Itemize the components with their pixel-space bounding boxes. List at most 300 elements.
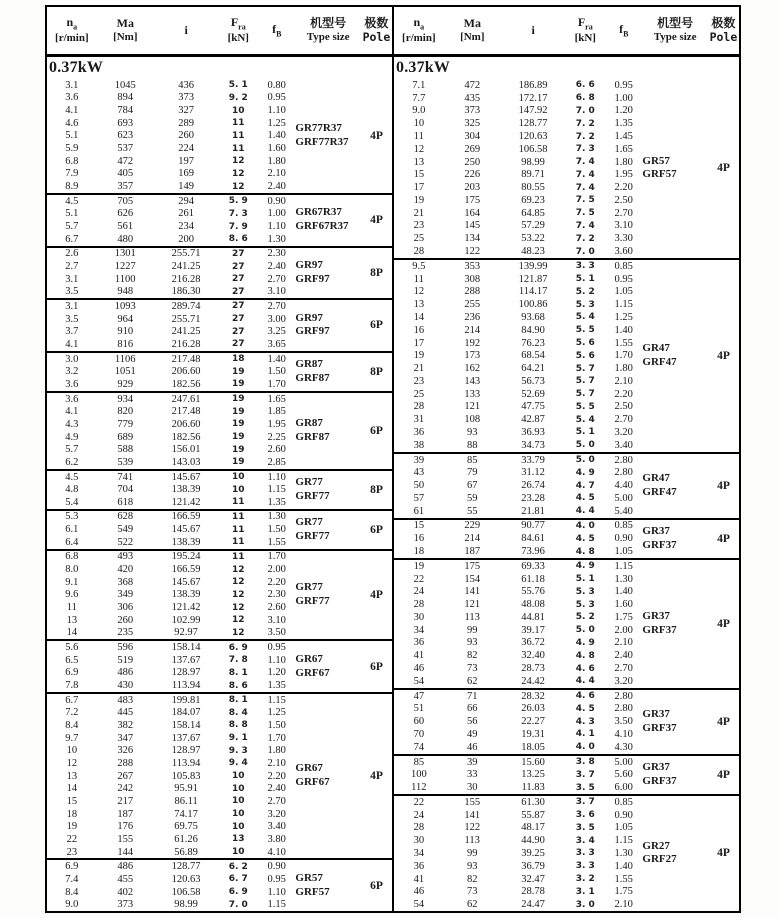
- cell-i: 92.97: [174, 627, 198, 639]
- cell-fb: 2.20: [267, 576, 286, 588]
- type-size-label: [642, 454, 708, 518]
- cell-na: 11: [413, 273, 424, 285]
- table-row: [47, 483, 295, 496]
- cell-na: 6.9: [65, 861, 79, 873]
- motor-group: [394, 79, 739, 260]
- cell-na: 5.1: [65, 130, 79, 142]
- cell-fb: 1.70: [267, 551, 286, 563]
- cell-i: 105.83: [171, 770, 201, 782]
- cell-i: 217.48: [171, 353, 201, 365]
- cell-na: 112: [411, 782, 427, 794]
- table-row: [394, 611, 642, 624]
- cell-na: 36: [413, 426, 425, 438]
- cell-i: 436: [178, 79, 194, 91]
- table-row: [47, 511, 295, 524]
- cell-i: 166.59: [171, 564, 201, 576]
- cell-fb: 1.05: [614, 822, 633, 834]
- cell-i: 206.60: [171, 418, 201, 430]
- cell-na: 30: [413, 835, 425, 847]
- cell-fra: 4. 4: [575, 676, 595, 687]
- cell-fra: 6. 7: [228, 874, 248, 885]
- group-rows: [47, 79, 295, 193]
- cell-fb: 2.00: [614, 624, 633, 636]
- right-column-groups: [394, 79, 739, 911]
- cell-ma: 49: [466, 728, 478, 740]
- cell-fb: 3.20: [614, 426, 633, 438]
- cell-fra: 7. 0: [575, 246, 595, 257]
- cell-fb: 1.55: [267, 536, 286, 548]
- fra-unit: [kN]: [227, 31, 249, 44]
- cell-ma: 229: [464, 520, 481, 532]
- pole-value: 4P: [717, 768, 730, 781]
- cell-fb: 1.95: [614, 169, 633, 181]
- cell-ma: 435: [464, 92, 481, 104]
- pole-value: 4P: [717, 349, 730, 362]
- cell-ma: 1301: [114, 248, 136, 260]
- cell-fb: 2.60: [267, 602, 286, 614]
- table-row: [47, 770, 295, 783]
- cell-fb: 3.20: [267, 808, 286, 820]
- cell-fra: 5. 4: [575, 414, 595, 425]
- cell-fb: 3.30: [614, 233, 633, 245]
- header-i: [501, 24, 566, 38]
- cell-fb: 1.80: [614, 363, 633, 375]
- cell-ma: 705: [117, 195, 134, 207]
- cell-fra: 4. 4: [575, 506, 595, 517]
- cell-i: 120.63: [518, 131, 548, 143]
- table-row: [47, 667, 295, 680]
- cell-fra: 4. 7: [575, 480, 595, 491]
- cell-fb: 1.10: [267, 886, 286, 898]
- cell-fb: 1.80: [267, 745, 286, 757]
- cell-i: 172.17: [518, 92, 548, 104]
- cell-fra: 19: [231, 432, 245, 443]
- cell-i: 139.99: [518, 260, 548, 272]
- power-section-row-right: [394, 57, 739, 79]
- cell-fra: 11: [231, 537, 245, 548]
- cell-na: 12: [413, 286, 425, 298]
- cell-na: 43: [413, 467, 425, 479]
- cell-ma: 455: [117, 873, 134, 885]
- cell-ma: 347: [117, 732, 134, 744]
- table-row: [47, 496, 295, 509]
- fb-symbol: f: [619, 21, 624, 36]
- table-row: [47, 365, 295, 378]
- pole-value: 4P: [370, 770, 383, 783]
- type-size-label: [295, 79, 361, 193]
- cell-na: 28: [413, 822, 425, 834]
- cell-i: 53.22: [521, 233, 545, 245]
- cell-ma: 145: [464, 220, 481, 232]
- type-size-line-2: GRF37: [642, 721, 677, 734]
- cell-i: 241.25: [171, 326, 201, 338]
- cell-i: 32.40: [521, 650, 545, 662]
- table-row: [394, 245, 642, 258]
- table-row: [47, 248, 295, 261]
- table-row: [47, 719, 295, 732]
- cell-na: 39: [413, 454, 425, 466]
- group-rows: [394, 520, 642, 558]
- pole-value: 8P: [370, 365, 383, 378]
- cell-na: 8.0: [65, 564, 79, 576]
- cell-fra: 5. 9: [228, 196, 248, 207]
- cell-fra: 6. 8: [575, 93, 595, 104]
- cell-fb: 1.35: [267, 680, 286, 692]
- table-row: [394, 168, 642, 181]
- type-size-label: [642, 560, 708, 688]
- group-rows: [394, 260, 642, 452]
- cell-fb: 1.70: [267, 732, 286, 744]
- cell-i: 373: [178, 92, 194, 104]
- cell-i: 195.24: [171, 551, 201, 563]
- cell-ma: 187: [464, 546, 481, 558]
- cell-ma: 472: [117, 155, 134, 167]
- cell-ma: 93: [466, 637, 478, 649]
- cell-fb: 1.10: [267, 471, 286, 483]
- cell-i: 234: [178, 221, 194, 233]
- motor-group: [47, 694, 392, 861]
- cell-i: 199.81: [171, 694, 201, 706]
- cell-ma: 33: [466, 769, 478, 781]
- type-size-line-2: GRF67: [295, 776, 330, 789]
- cell-fra: 8. 8: [228, 720, 248, 731]
- na-unit: [r/min]: [402, 31, 436, 44]
- cell-fb: 3.65: [267, 338, 286, 350]
- cell-fra: 5. 2: [575, 286, 595, 297]
- cell-fra: 5. 1: [228, 80, 248, 91]
- cell-i: 26.03: [521, 703, 545, 715]
- column-header-row-left: [47, 7, 392, 57]
- cell-na: 13: [66, 770, 78, 782]
- cell-i: 13.25: [521, 769, 545, 781]
- cell-fra: 27: [231, 248, 245, 259]
- cell-fb: 1.55: [614, 873, 633, 885]
- table-row: [47, 860, 295, 873]
- group-rows: [394, 796, 642, 911]
- cell-fb: 2.10: [614, 899, 633, 911]
- cell-i: 114.17: [518, 286, 548, 298]
- table-row: [394, 781, 642, 794]
- cell-ma: 1100: [114, 273, 136, 285]
- type-size-line-1: GR37: [642, 761, 670, 774]
- type-size-line-1: GR87: [295, 416, 323, 429]
- cell-fra: 27: [231, 326, 245, 337]
- table-row: [394, 298, 642, 311]
- cell-i: 73.96: [521, 546, 545, 558]
- cell-fb: 2.10: [614, 637, 633, 649]
- cell-fra: 5. 5: [575, 325, 595, 336]
- cell-ma: 420: [117, 564, 134, 576]
- table-row: [394, 585, 642, 598]
- cell-i: 93.68: [521, 311, 545, 323]
- pole-value: 6P: [370, 424, 383, 437]
- motor-group: [47, 551, 392, 642]
- cell-na: 34: [413, 847, 425, 859]
- cell-fb: 1.70: [614, 350, 633, 362]
- cell-fb: 1.15: [614, 299, 633, 311]
- cell-na: 70: [413, 728, 425, 740]
- cell-na: 19: [413, 194, 425, 206]
- cell-i: 147.92: [518, 105, 548, 117]
- cell-na: 19: [413, 560, 425, 572]
- type-size-line-2: GRF67: [295, 666, 330, 679]
- table-row: [394, 232, 642, 245]
- cell-na: 14: [66, 627, 78, 639]
- cell-i: 44.90: [521, 835, 545, 847]
- cell-na: 4.5: [65, 195, 79, 207]
- type-size-line-1: GR87: [295, 358, 323, 371]
- cell-ma: 704: [117, 484, 134, 496]
- cell-ma: 175: [464, 560, 481, 572]
- header-fra: [218, 16, 258, 44]
- cell-fra: 10: [231, 472, 245, 483]
- table-row: [394, 532, 642, 545]
- cell-ma: 176: [117, 821, 134, 833]
- cell-na: 57: [413, 492, 425, 504]
- cell-na: 3.1: [65, 79, 79, 91]
- pole-value: 4P: [370, 588, 383, 601]
- cell-fb: 2.60: [267, 444, 286, 456]
- cell-fra: 9. 2: [228, 92, 248, 103]
- cell-ma: 203: [464, 182, 481, 194]
- type-size-line-2: GRF77: [295, 594, 330, 607]
- cell-fb: 1.25: [614, 311, 633, 323]
- type-size-line-2: GRF77: [295, 529, 330, 542]
- cell-fra: 4. 9: [575, 637, 595, 648]
- type-size-en-label: Type size: [306, 31, 350, 44]
- cell-fra: 4. 5: [575, 493, 595, 504]
- table-row: [47, 353, 295, 366]
- cell-fra: 13: [231, 834, 245, 845]
- cell-ma: 79: [466, 467, 478, 479]
- cell-i: 56.73: [521, 375, 545, 387]
- table-row: [47, 563, 295, 576]
- cell-fb: 5.00: [614, 756, 633, 768]
- cell-na: 46: [413, 886, 425, 898]
- cell-fra: 8. 6: [228, 234, 248, 245]
- cell-fra: 7. 4: [575, 182, 595, 193]
- cell-fra: 4. 5: [575, 533, 595, 544]
- power-rating-label: 0.37kW: [49, 59, 104, 76]
- cell-fb: 1.15: [614, 835, 633, 847]
- cell-ma: 1227: [114, 261, 136, 273]
- table-row: [394, 545, 642, 558]
- cell-na: 9.0: [65, 899, 79, 911]
- cell-fb: 1.80: [267, 155, 286, 167]
- table-row: [394, 520, 642, 533]
- cell-na: 22: [413, 796, 425, 808]
- cell-na: 6.2: [65, 456, 79, 468]
- cell-na: 6.7: [65, 694, 79, 706]
- table-row: [47, 601, 295, 614]
- cell-fra: 3. 5: [575, 822, 595, 833]
- cell-ma: 155: [117, 833, 134, 845]
- table-row: [47, 782, 295, 795]
- cell-ma: 85: [466, 454, 478, 466]
- cell-ma: 93: [466, 426, 478, 438]
- cell-fra: 19: [231, 379, 245, 390]
- table-row: [394, 703, 642, 716]
- type-size-label: [642, 796, 708, 911]
- cell-fb: 4.30: [614, 741, 633, 753]
- cell-fra: 4. 8: [575, 546, 595, 557]
- table-row: [394, 756, 642, 769]
- cell-fb: 6.00: [614, 782, 633, 794]
- cell-ma: 267: [117, 770, 134, 782]
- cell-ma: 325: [464, 118, 481, 130]
- type-size-line-2: GRF77R37: [295, 135, 349, 148]
- table-row: [394, 194, 642, 207]
- pole-value: 4P: [717, 479, 730, 492]
- cell-fra: 5. 3: [575, 586, 595, 597]
- table-row: [394, 156, 642, 169]
- type-size-line-2: GRF57: [642, 168, 677, 181]
- motor-group: [47, 511, 392, 551]
- type-size-line-1: GR67R37: [295, 206, 342, 219]
- header-fb: [258, 23, 295, 39]
- table-row: [47, 79, 295, 92]
- cell-na: 31: [413, 414, 425, 426]
- table-row: [394, 573, 642, 586]
- cell-fb: 0.95: [614, 79, 633, 91]
- cell-fb: 3.80: [267, 833, 286, 845]
- cell-ma: 693: [117, 117, 134, 129]
- cell-ma: 73: [466, 886, 478, 898]
- cell-ma: 141: [464, 809, 481, 821]
- cell-ma: 121: [464, 401, 481, 413]
- cell-ma: 486: [117, 667, 134, 679]
- type-size-line-2: GRF87: [295, 371, 330, 384]
- type-size-line-1: GR27: [642, 839, 670, 852]
- cell-i: 28.78: [521, 886, 545, 898]
- cell-fb: 3.10: [267, 286, 286, 298]
- cell-fb: 2.80: [614, 690, 633, 702]
- table-row: [394, 454, 642, 467]
- cell-ma: 143: [464, 375, 481, 387]
- cell-fb: 0.90: [267, 861, 286, 873]
- cell-fb: 2.30: [267, 248, 286, 260]
- type-size-line-2: GRF47: [642, 485, 677, 498]
- cell-ma: 304: [464, 131, 481, 143]
- cell-ma: 522: [117, 536, 134, 548]
- cell-na: 10: [66, 745, 78, 757]
- cell-fb: 1.40: [267, 130, 286, 142]
- type-size-cn-label: 机型号: [310, 16, 347, 31]
- cell-na: 5.7: [65, 221, 79, 233]
- table-row: [47, 808, 295, 821]
- cell-fra: 12: [231, 577, 245, 588]
- table-row: [394, 439, 642, 452]
- pole-value: 4P: [717, 847, 730, 860]
- cell-fb: 1.10: [267, 221, 286, 233]
- cell-ma: 382: [117, 719, 134, 731]
- cell-fb: 2.70: [267, 273, 286, 285]
- table-row: [394, 741, 642, 754]
- cell-na: 7.8: [65, 680, 79, 692]
- group-rows: [394, 79, 642, 258]
- cell-fb: 1.30: [614, 847, 633, 859]
- cell-na: 5.1: [65, 208, 79, 220]
- cell-i: 69.33: [521, 560, 545, 572]
- cell-na: 5.9: [65, 143, 79, 155]
- type-size-cn-label: 机型号: [657, 16, 694, 31]
- type-size-label: [295, 694, 361, 859]
- cell-i: 137.67: [171, 654, 201, 666]
- cell-fra: 3. 2: [575, 874, 595, 885]
- cell-fra: 4. 5: [575, 703, 595, 714]
- cell-fra: 4. 0: [575, 742, 595, 753]
- cell-na: 4.6: [65, 117, 79, 129]
- cell-fra: 11: [231, 524, 245, 535]
- cell-ma: 88: [466, 439, 478, 451]
- table-row: [47, 325, 295, 338]
- table-row: [394, 375, 642, 388]
- cell-i: 80.55: [521, 182, 545, 194]
- cell-na: 13: [413, 299, 425, 311]
- cell-i: 145.67: [171, 471, 201, 483]
- table-row: [394, 181, 642, 194]
- cell-fra: 4. 9: [575, 561, 595, 572]
- table-row: [47, 130, 295, 143]
- cell-na: 36: [413, 637, 425, 649]
- cell-ma: 910: [117, 326, 134, 338]
- cell-fra: 5. 7: [575, 376, 595, 387]
- ma-unit: [Nm]: [460, 31, 485, 44]
- cell-fb: 3.60: [614, 246, 633, 258]
- table-row: [47, 523, 295, 536]
- cell-ma: 56: [466, 716, 478, 728]
- cell-fra: 7. 5: [575, 195, 595, 206]
- cell-ma: 113: [464, 611, 480, 623]
- type-size-label: [642, 260, 708, 452]
- type-size-label: [295, 511, 361, 549]
- cell-i: 84.61: [521, 533, 545, 545]
- cell-i: 186.89: [518, 79, 548, 91]
- cell-fb: 1.50: [267, 366, 286, 378]
- cell-fra: 10: [231, 484, 245, 495]
- table-row: [47, 405, 295, 418]
- cell-fra: 27: [231, 261, 245, 272]
- cell-ma: 430: [117, 680, 134, 692]
- cell-fra: 27: [231, 314, 245, 325]
- cell-i: 23.28: [521, 492, 545, 504]
- table-row: [394, 273, 642, 286]
- cell-i: 33.79: [521, 454, 545, 466]
- group-rows: [47, 353, 295, 391]
- cell-ma: 306: [117, 602, 134, 614]
- cell-ma: 894: [117, 92, 134, 104]
- cell-fra: 5. 1: [575, 427, 595, 438]
- cell-fra: 11: [231, 143, 245, 154]
- cell-na: 36: [413, 860, 425, 872]
- group-rows: [47, 300, 295, 351]
- cell-ma: 121: [464, 599, 481, 611]
- cell-i: 21.81: [521, 505, 545, 517]
- cell-fra: 7. 4: [575, 220, 595, 231]
- cell-na: 60: [413, 716, 425, 728]
- group-rows: [394, 560, 642, 688]
- cell-fra: 8. 6: [228, 680, 248, 691]
- cell-i: 95.91: [174, 783, 198, 795]
- cell-i: 102.99: [171, 614, 201, 626]
- cell-fb: 3.50: [614, 716, 633, 728]
- cell-na: 24: [413, 586, 425, 598]
- type-size-label: [642, 79, 708, 258]
- cell-na: 38: [413, 439, 425, 451]
- cell-i: 61.18: [521, 573, 545, 585]
- cell-i: 206.60: [171, 366, 201, 378]
- motor-group: [394, 260, 739, 454]
